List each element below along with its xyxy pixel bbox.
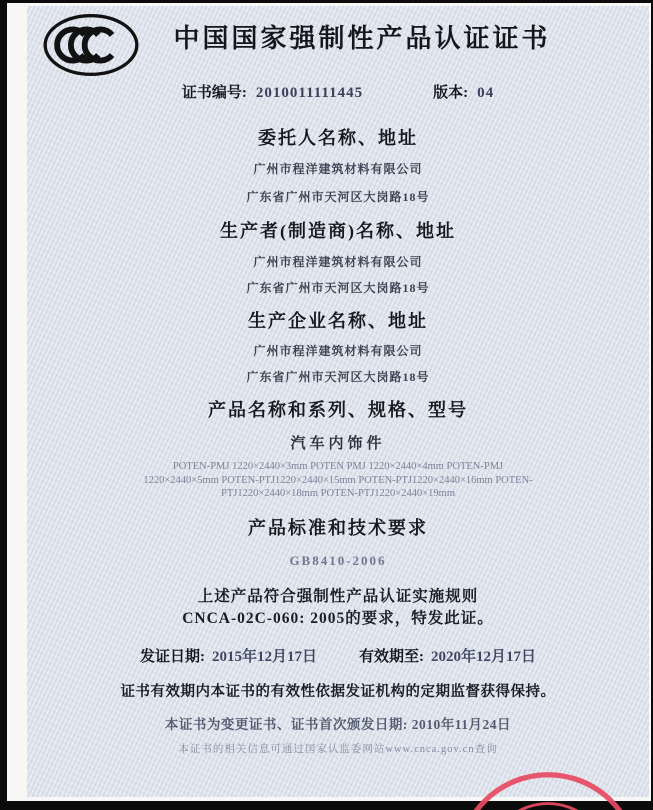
certificate-number-label: 证书编号: <box>181 85 247 101</box>
conformity-statement-line2: CNCA-02C-060: 2005的要求，特发此证。 <box>182 609 494 627</box>
ccc-mark-icon <box>41 12 141 83</box>
issue-date <box>140 645 317 666</box>
issue-date-value: 2015年12月17日 <box>211 648 317 665</box>
expiry-date-label: 有效期至: <box>359 648 424 665</box>
applicant-name: 广州市程洋建筑材料有限公司 <box>253 162 423 176</box>
issue-date-label: 发证日期: <box>139 648 205 665</box>
factory-heading: 生产企业名称、地址 <box>248 311 428 331</box>
product-specs-line1: POTEN-PMJ 1220×2440×3mm POTEN PMJ 1220×2440×4mm POTEN-PMJ <box>172 461 504 472</box>
version-label: 版本: <box>433 85 469 101</box>
conformity-statement <box>27 586 649 630</box>
version-value: 04 <box>477 85 495 101</box>
producer-name: 广州市程洋建筑材料有限公司 <box>253 255 423 269</box>
applicant-address: 广东省广州市天河区大岗路18号 <box>246 190 430 204</box>
factory-name: 广州市程洋建筑材料有限公司 <box>253 344 423 358</box>
version <box>433 81 494 102</box>
certificate-number-value: 2010011111445 <box>255 85 364 101</box>
product-specs-line2: 1220×2440×5mm POTEN-PTJ1220×2440×15mm POTEN-PTJ1220×2440×16mm POTEN- <box>143 474 533 486</box>
product-specs-line3: PTJ1220×2440×18mm POTEN-PTJ1220×2440×19mm <box>221 488 455 499</box>
query-note: 本证书的相关信息可通过国家认监委网站www.cnca.gov.cn查询 <box>178 743 498 755</box>
validity-note: 证书有效期内本证书的有效性依据发证机构的定期监督获得保持。 <box>120 683 556 700</box>
conformity-statement-line1: 上述产品符合强制性产品认证实施规则 <box>197 587 479 605</box>
applicant-heading: 委托人名称、地址 <box>258 128 418 148</box>
red-round-stamp <box>452 768 644 810</box>
certificate-header <box>27 6 649 55</box>
standard-value: GB8410-2006 <box>289 552 387 568</box>
dates-row <box>27 645 649 666</box>
certificate-footer <box>27 762 649 810</box>
product-name: 汽车内饰件 <box>290 436 386 452</box>
producer-heading: 生产者(制造商)名称、地址 <box>220 221 456 241</box>
expiry-date <box>359 645 536 666</box>
certificate-number-row <box>27 81 649 102</box>
product-heading: 产品名称和系列、规格、型号 <box>208 400 468 420</box>
producer-address: 广东省广州市天河区大岗路18号 <box>246 281 430 295</box>
product-specs <box>78 460 598 501</box>
change-note: 本证书为变更证书、证书首次颁发日期: 2010年11月24日 <box>164 716 512 732</box>
standard-heading: 产品标准和技术要求 <box>248 517 428 538</box>
certificate-paper <box>27 6 649 797</box>
certificate-number <box>182 81 363 102</box>
certificate-title: 中国国家强制性产品认证证书 <box>173 24 551 53</box>
expiry-date-value: 2020年12月17日 <box>431 648 537 665</box>
factory-address: 广东省广州市天河区大岗路18号 <box>246 370 430 384</box>
